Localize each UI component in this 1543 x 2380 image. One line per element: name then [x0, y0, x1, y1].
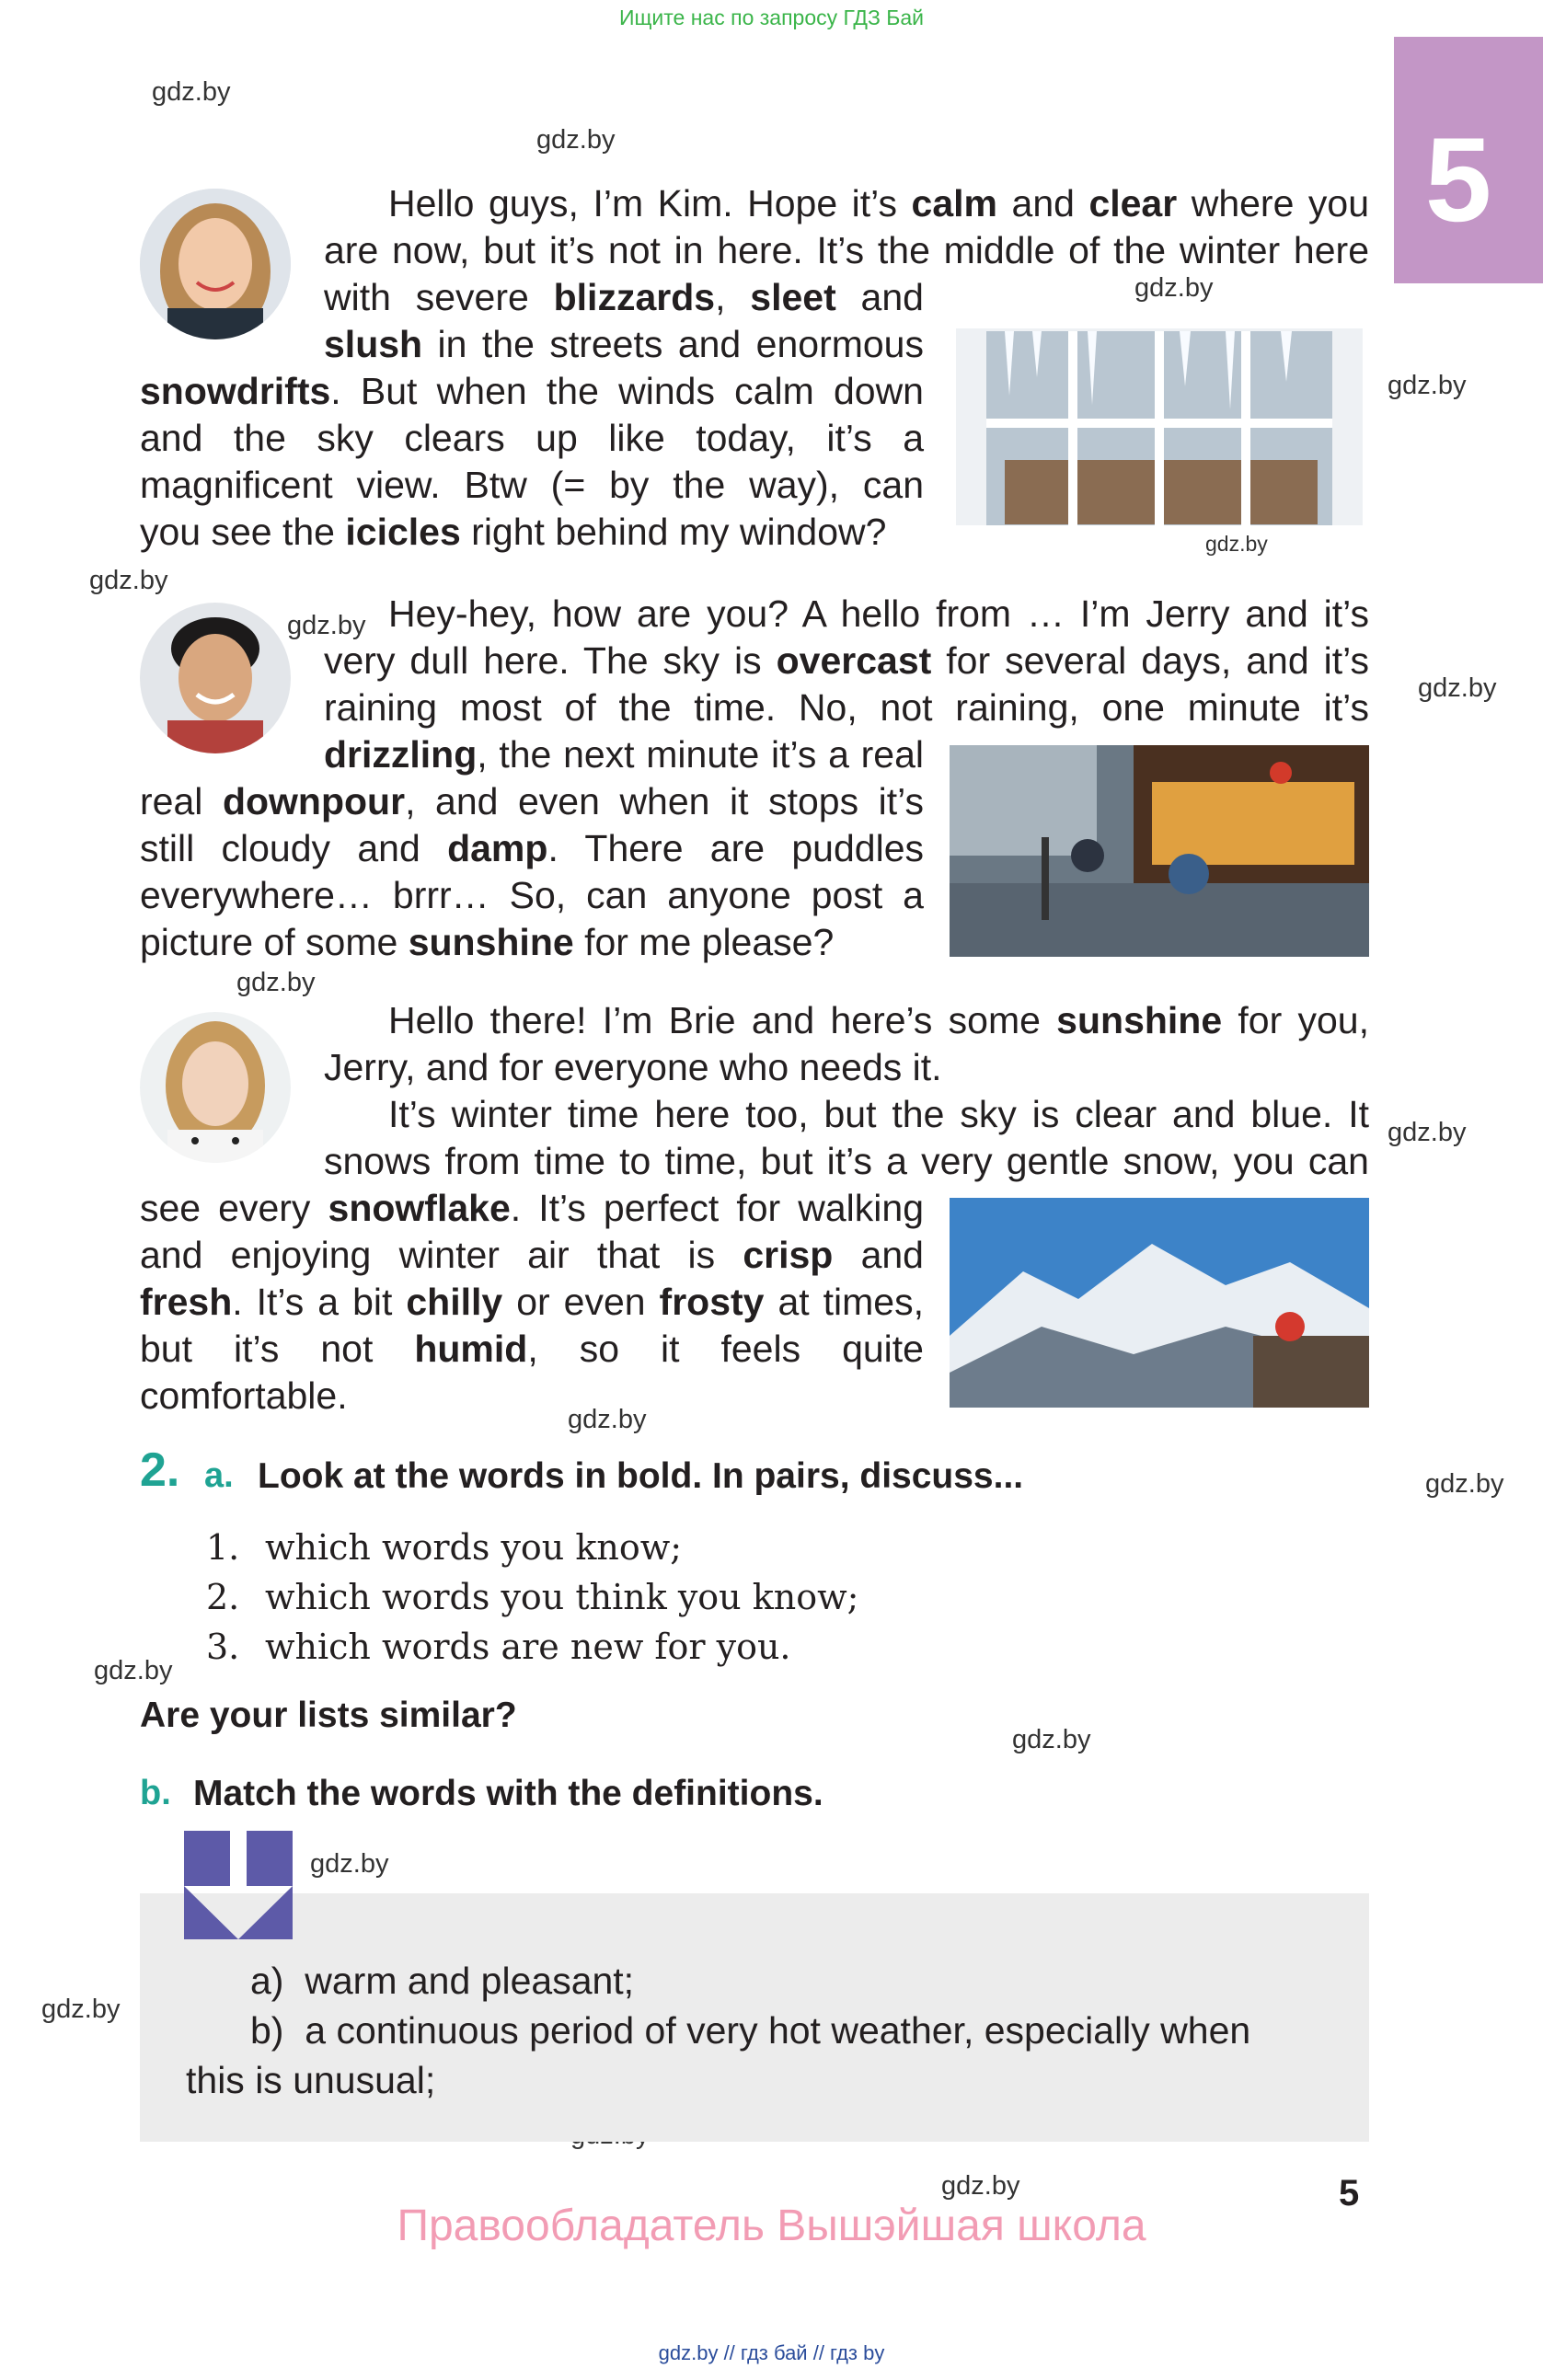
- post-line: [140, 462, 924, 509]
- post-line: [140, 919, 924, 966]
- post-line: [140, 1279, 924, 1326]
- watermark: gdz.by: [41, 1995, 121, 2024]
- watermark: gdz.by: [287, 611, 366, 640]
- post-line: [324, 274, 924, 321]
- bold-word: drizzling: [324, 733, 478, 776]
- definition-letter: a): [250, 1960, 284, 2002]
- text: Hey-hey, how are you? A hello from … I’m Jerry and it’s: [388, 592, 1369, 635]
- text: Hello guys, I’m Kim. Hope it’s: [388, 182, 912, 224]
- bold-word: humid: [414, 1328, 528, 1370]
- text: ,: [715, 276, 751, 318]
- list-number: 3.: [206, 1627, 240, 1667]
- text: right behind my window?: [460, 511, 887, 553]
- text: snows from time to time, but it’s a very gentle snow, you can: [324, 1140, 1369, 1182]
- definition-text: warm and pleasant;: [305, 1960, 635, 2002]
- post-line: [324, 731, 924, 778]
- text: you see the: [140, 511, 346, 553]
- bold-word: fresh: [140, 1281, 233, 1323]
- watermark: gdz.by: [1425, 1469, 1504, 1499]
- text: , so it feels quite: [527, 1328, 924, 1370]
- bold-word: frosty: [659, 1281, 765, 1323]
- post-line: [324, 227, 1369, 274]
- bold-word: damp: [447, 827, 548, 869]
- text: for several days, and it’s: [931, 639, 1370, 682]
- text: and the sky clears up like today, it’s a: [140, 417, 924, 459]
- text: and: [835, 276, 924, 318]
- text: are now, but it’s not in here. It’s the middle of the winter here: [324, 229, 1369, 271]
- bold-word: sleet: [750, 276, 836, 318]
- watermark: gdz.by: [1388, 371, 1467, 400]
- definition-b-continued: this is unusual;: [186, 2059, 436, 2101]
- watermark: gdz.by: [152, 77, 231, 107]
- kim-avatar: [140, 189, 291, 339]
- post-line: [140, 872, 924, 919]
- post-line: [324, 1138, 1369, 1185]
- watermark: gdz.by: [236, 968, 316, 997]
- similar-question: Are your lists similar?: [140, 1696, 517, 1735]
- post-line: [388, 180, 1369, 227]
- brie-avatar: [140, 1012, 291, 1163]
- post-line: [388, 591, 1369, 638]
- text: Hello there! I’m Brie and here’s some: [388, 999, 1057, 1041]
- text: for you,: [1222, 999, 1369, 1041]
- watermark: gdz.by: [1012, 1725, 1091, 1754]
- list-number: 1.: [206, 1527, 240, 1568]
- post-line: [140, 778, 924, 825]
- post-line: [388, 1091, 1369, 1138]
- text: in the streets and enormous: [422, 323, 924, 365]
- bold-word: snowflake: [328, 1187, 511, 1229]
- task-a-instruction: Look at the words in bold. In pairs, discuss...: [258, 1456, 1024, 1496]
- definition-a: [250, 1956, 634, 2006]
- text: It’s winter time here too, but the sky is clear and blue. It: [388, 1093, 1369, 1135]
- text: or even: [502, 1281, 660, 1323]
- jerry-avatar: [140, 603, 291, 753]
- text: . It’s a bit: [232, 1281, 407, 1323]
- watermark: gdz.by: [941, 2171, 1020, 2201]
- list-number: 2.: [206, 1577, 240, 1617]
- text: . There are puddles: [547, 827, 924, 869]
- text: and: [833, 1234, 924, 1276]
- list-item: [206, 1572, 858, 1622]
- text: and: [997, 182, 1089, 224]
- jerry-rain-photo: [950, 745, 1369, 957]
- text: . But when the winds calm down: [330, 370, 924, 412]
- watermark: gdz.by: [1388, 1118, 1467, 1147]
- text: still cloudy and: [140, 827, 448, 869]
- text: real: [140, 780, 223, 822]
- top-banner: Ищите нас по запросу ГДЗ Бай: [618, 6, 925, 29]
- watermark: gdz.by: [1418, 673, 1497, 703]
- text: picture of some: [140, 921, 409, 963]
- text: for me please?: [573, 921, 835, 963]
- bold-word: clear: [1088, 182, 1178, 224]
- post-line: [140, 509, 924, 556]
- bold-word: sunshine: [1056, 999, 1223, 1041]
- bold-word: blizzards: [553, 276, 716, 318]
- bold-word: icicles: [345, 511, 461, 553]
- post-line: [324, 684, 1369, 731]
- bold-word: slush: [324, 323, 423, 365]
- text: very dull here. The sky is: [324, 639, 777, 682]
- text: at times,: [764, 1281, 924, 1323]
- bold-word: crisp: [743, 1234, 834, 1276]
- watermark: gdz.by: [1205, 532, 1268, 556]
- post-line: [140, 1373, 924, 1420]
- watermark: gdz.by: [568, 1405, 647, 1434]
- task-b-instruction: Match the words with the definitions.: [193, 1774, 823, 1813]
- down-arrow-icon: [184, 1831, 293, 1939]
- watermark: gdz.by: [94, 1656, 173, 1685]
- text: comfortable.: [140, 1374, 348, 1417]
- bold-word: sunshine: [408, 921, 574, 963]
- unit-number: 5: [1424, 112, 1492, 247]
- bold-word: snowdrifts: [140, 370, 331, 412]
- text: where you: [1177, 182, 1369, 224]
- task-number: 2.: [140, 1443, 180, 1497]
- post-line: [324, 638, 1369, 684]
- task-a-letter: a.: [204, 1456, 234, 1495]
- page-number: 5: [1339, 2173, 1360, 2213]
- brie-mountain-photo: [950, 1198, 1369, 1408]
- post-line: [140, 1232, 924, 1279]
- watermark: gdz.by: [310, 1849, 389, 1879]
- bold-word: chilly: [406, 1281, 503, 1323]
- kim-window-photo: [950, 322, 1369, 532]
- list-text: which words you know;: [265, 1527, 683, 1568]
- text: and enjoying winter air that is: [140, 1234, 743, 1276]
- text: see every: [140, 1187, 328, 1229]
- post-line: [140, 368, 924, 415]
- text: raining most of the time. No, not raining, one minute it’s: [324, 686, 1369, 729]
- text: everywhere… brrr… So, can anyone post a: [140, 874, 924, 916]
- list-text: which words you think you know;: [265, 1577, 859, 1617]
- definitions-box: [140, 1893, 1369, 2142]
- post-line: [140, 1185, 924, 1232]
- post-line: [388, 997, 1369, 1044]
- post-line: [140, 1326, 924, 1373]
- text: , and even when it stops it’s: [405, 780, 924, 822]
- bold-word: overcast: [776, 639, 932, 682]
- list-item: [206, 1622, 858, 1672]
- bold-word: calm: [911, 182, 997, 224]
- text: but it’s not: [140, 1328, 415, 1370]
- text: magnificent view. Btw (= by the way), can: [140, 464, 924, 506]
- list-text: which words are new for you.: [265, 1627, 791, 1667]
- bold-word: downpour: [222, 780, 406, 822]
- post-line: [140, 415, 924, 462]
- text: Jerry, and for everyone who needs it.: [324, 1046, 942, 1088]
- watermark: gdz.by: [1134, 273, 1214, 303]
- text: with severe: [324, 276, 554, 318]
- definition-text: a continuous period of very hot weather, especially when: [305, 2009, 1251, 2052]
- watermark: gdz.by: [89, 566, 168, 595]
- post-line: [324, 321, 924, 368]
- text: . It’s perfect for walking: [510, 1187, 924, 1229]
- unit-tab: [1394, 37, 1543, 283]
- footer-links: gdz.by // гдз бай // гдз by: [658, 2341, 885, 2364]
- watermark: gdz.by: [536, 125, 616, 155]
- copyright: Правообладатель Вышэйшая школа: [397, 2202, 1146, 2250]
- definition-letter: b): [250, 2009, 284, 2052]
- definition-b: [250, 2006, 1250, 2055]
- list-item: [206, 1523, 858, 1572]
- post-line: [324, 1044, 1369, 1091]
- task-b-letter: b.: [140, 1774, 171, 1812]
- post-line: [140, 825, 924, 872]
- text: , the next minute it’s a real: [477, 733, 924, 776]
- discuss-list: [206, 1523, 858, 1672]
